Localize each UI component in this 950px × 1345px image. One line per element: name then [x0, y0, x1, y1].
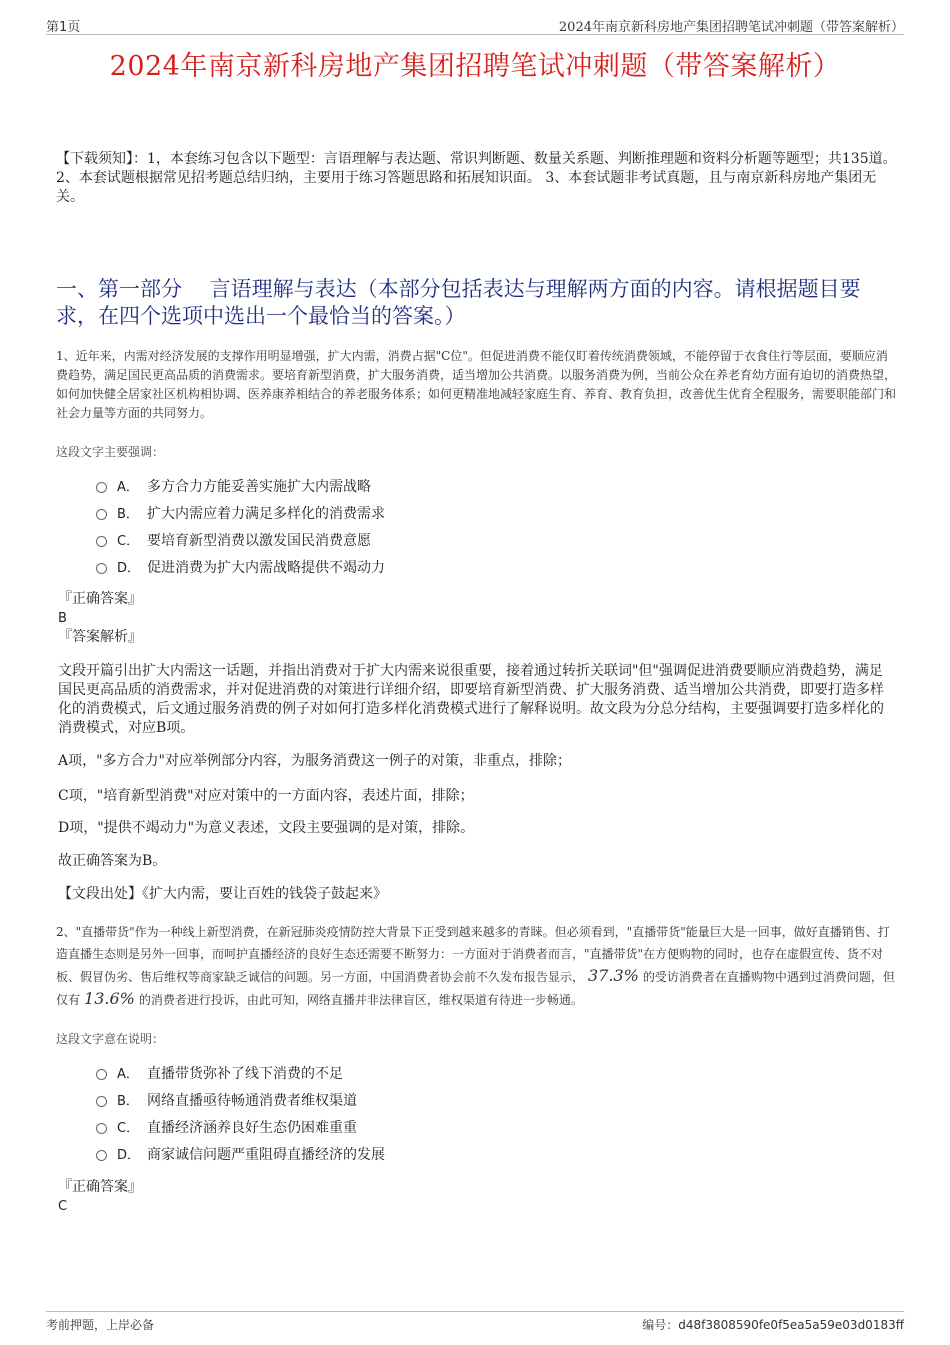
stat-value-1: 37.3%: [588, 966, 639, 985]
analysis-option-c: C项，"培育新型消费"对应对策中的一方面内容，表述片面，排除；: [58, 788, 474, 804]
radio-icon[interactable]: [96, 1096, 107, 1107]
question-2-options: [96, 1059, 796, 1167]
analysis-conclusion: 故正确答案为B。: [58, 853, 167, 869]
analysis-option-a: A项，"多方合力"对应举例部分内容，为服务消费这一例子的对策，非重点，排除；: [58, 753, 571, 769]
question-1-text: 1、近年来，内需对经济发展的支撑作用明显增强，扩大内需，消费占据"C位"。但促进消费不能仅盯着传统消费领域，不能停留于衣食住行等层面，要顺应消费趋势，满足国民更高品质的消费需求。要培育新型消费，扩大服务消费，适当增加公共消费。以服务消费为例，当前公众在养老育幼方面有迫切的消费热望，如何加快健全居家社区机构相协调、医养康养相结合的养老服务体系；如何更精准地减轻家庭生育、养育、教育负担，改善优生优育全程服务，需要职能部门和社会力量等方面的共同努力。: [56, 349, 897, 420]
question-1-option-c[interactable]: C． 要培育新型消费以激发国民消费意愿: [96, 526, 796, 553]
question-1-answer-block: [58, 590, 142, 647]
answer-label: 『正确答案』: [58, 591, 142, 607]
analysis-label: 『答案解析』: [58, 629, 142, 645]
radio-icon[interactable]: [96, 563, 107, 574]
question-1-prompt: 这段文字主要强调：: [56, 445, 165, 459]
correct-answer: B: [58, 611, 67, 626]
answer-label: 『正确答案』: [58, 1179, 142, 1195]
footer-slogan: 考前押题，上岸必备: [46, 1318, 155, 1332]
footer-code: 编号：d48f3808590fe0f5ea5a59e03d0183ff: [642, 1318, 904, 1332]
radio-icon[interactable]: [96, 1069, 107, 1080]
section-heading: 一、第一部分 言语理解与表达（本部分包括表达与理解两方面的内容。请根据题目要求，在四个选项中选出一个最恰当的答案。）: [56, 277, 861, 328]
question-1-option-a[interactable]: A． 多方合力方能妥善实施扩大内需战略: [96, 472, 796, 499]
download-notice: 【下载须知】：1，本套练习包含以下题型：言语理解与表达题、常识判断题、数量关系题、判断推理题和资料分析题等题型；共135道。 2、本套试题根据常见招考题总结归纳，主要用于练习答题思路和拓展知识面。 3、本套试题非考试真题，且与南京新科房地产集团无关。: [56, 151, 897, 205]
correct-answer: C: [58, 1199, 68, 1214]
page-header: [46, 14, 904, 35]
question-1-option-b[interactable]: B． 扩大内需应着力满足多样化的消费需求: [96, 499, 796, 526]
question-2-answer-block: [58, 1178, 142, 1216]
document-title: 2024年南京新科房地产集团招聘笔试冲刺题（带答案解析）: [109, 51, 841, 82]
header-doc-title: 2024年南京新科房地产集团招聘笔试冲刺题（带答案解析）: [558, 20, 904, 35]
question-2-option-c[interactable]: C． 直播经济涵养良好生态仍困难重重: [96, 1113, 796, 1140]
question-2-option-a[interactable]: A． 直播带货弥补了线下消费的不足: [96, 1059, 796, 1086]
question-2-text: 2、"直播带货"作为一种线上新型消费，在新冠肺炎疫情防控大背景下正受到越来越多的青睐。但必须看到，"直播带货"能量巨大是一回事，做好直播销售、打造直播生态则是另外一回事，而呵护直播经济的良好生态还需要不断努力：一方面对于消费者而言，"直播带货"在方便购物的同时，也存在虚假宣传、货不对板、假冒伪劣、售后维权等商家缺乏诚信的问题。另一方面，中国消费者协会前不久发布报告显示， 37.3% 的受访消费者在直播购物中遇到过消费问题，但仅有 13.6% 的消费者进行投诉，由此可知，网络直播并非法律盲区，维权渠道有待进一步畅通。: [56, 925, 895, 1008]
radio-icon[interactable]: [96, 536, 107, 547]
question-1-options: [96, 472, 796, 580]
radio-icon[interactable]: [96, 1150, 107, 1161]
question-2-prompt: 这段文字意在说明：: [56, 1032, 165, 1046]
page-number: 第1页: [46, 20, 81, 35]
stat-value-2: 13.6%: [84, 989, 135, 1008]
question-2-option-d[interactable]: D． 商家诚信问题严重阻碍直播经济的发展: [96, 1140, 796, 1167]
radio-icon[interactable]: [96, 1123, 107, 1134]
question-1-option-d[interactable]: D． 促进消费为扩大内需战略提供不竭动力: [96, 553, 796, 580]
radio-icon[interactable]: [96, 509, 107, 520]
radio-icon[interactable]: [96, 482, 107, 493]
question-2-option-b[interactable]: B． 网络直播亟待畅通消费者维权渠道: [96, 1086, 796, 1113]
analysis-option-d: D项，"提供不竭动力"为意义表述，文段主要强调的是对策，排除。: [58, 820, 475, 836]
analysis-paragraph: 文段开篇引出扩大内需这一话题，并指出消费对于扩大内需来说很重要，接着通过转折关联词"但"强调促进消费要顺应消费趋势，满足国民更高品质的消费需求，并对促进消费的对策进行详细介绍，即要培育新型消费、扩大服务消费、适当增加公共消费，即要打造多样化的消费模式，后文通过服务消费的例子对如何打造多样化消费模式进行了解释说明。故文段为分总分结构，主要强调要打造多样化的消费模式，对应B项。: [58, 663, 884, 736]
page-footer: [46, 1311, 904, 1334]
analysis-source: 【文段出处】《扩大内需，要让百姓的钱袋子鼓起来》: [58, 886, 387, 902]
